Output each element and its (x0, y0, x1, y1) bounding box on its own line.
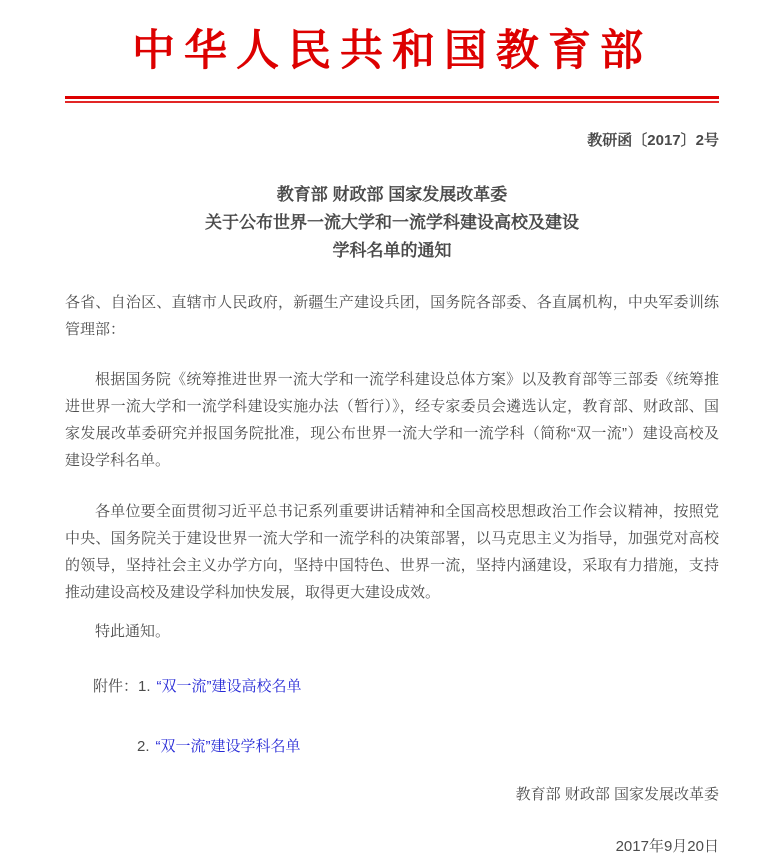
masthead-divider (65, 96, 719, 103)
agency-masthead: 中华人民共和国教育部 (132, 26, 652, 76)
attachment-link-2[interactable]: “双一流”建设学科名单 (155, 738, 301, 755)
closing-line: 特此通知。 (95, 623, 171, 640)
body-paragraph-1: 根据国务院《统筹推进世界一流大学和一流学科建设总体方案》以及教育部等三部委《统筹推进世界一流大学和一流学科建设实施办法（暂行）》，经专家委员会遴选认定，教育部、财政部、国家发展改革委研究并报国务院批准，现公布世界一流大学和一流学科（简称“双一流”）建设高校及建设学科名单。 (65, 371, 719, 469)
addressee-line: 各省、自治区、直辖市人民政府，新疆生产建设兵团，国务院各部委、各直属机构，中央军委训练管理部： (65, 294, 719, 338)
document-title-line3: 学科名单的通知 (332, 241, 452, 260)
attachment-line-1 (65, 673, 719, 700)
document-title (65, 181, 719, 265)
document-number: 教研函〔2017〕2号 (587, 132, 719, 149)
attachment-link-1[interactable]: “双一流”建设高校名单 (156, 678, 302, 695)
issuing-agencies-signature: 教育部 财政部 国家发展改革委 (515, 786, 719, 803)
attachment-1-label: 附件：1. (93, 678, 151, 695)
divider-thin-line (65, 101, 719, 103)
document-title-line1: 教育部 财政部 国家发展改革委 (276, 185, 508, 204)
attachment-line-2 (65, 733, 719, 760)
document-title-line2: 关于公布世界一流大学和一流学科建设高校及建设 (205, 213, 579, 232)
attachment-2-label: 2. (137, 738, 150, 755)
document-page (0, 26, 763, 855)
issue-date: 2017年9月20日 (615, 838, 719, 855)
body-paragraph-2: 各单位要全面贯彻习近平总书记系列重要讲话精神和全国高校思想政治工作会议精神，按照党中央、国务院关于建设世界一流大学和一流学科的决策部署，以马克思主义为指导，加强党对高校的领导，坚持社会主义办学方向，坚持中国特色、世界一流，坚持内涵建设，采取有力措施，支持推动建设高校及建设学科加快发展，取得更大建设成效。 (65, 503, 719, 601)
